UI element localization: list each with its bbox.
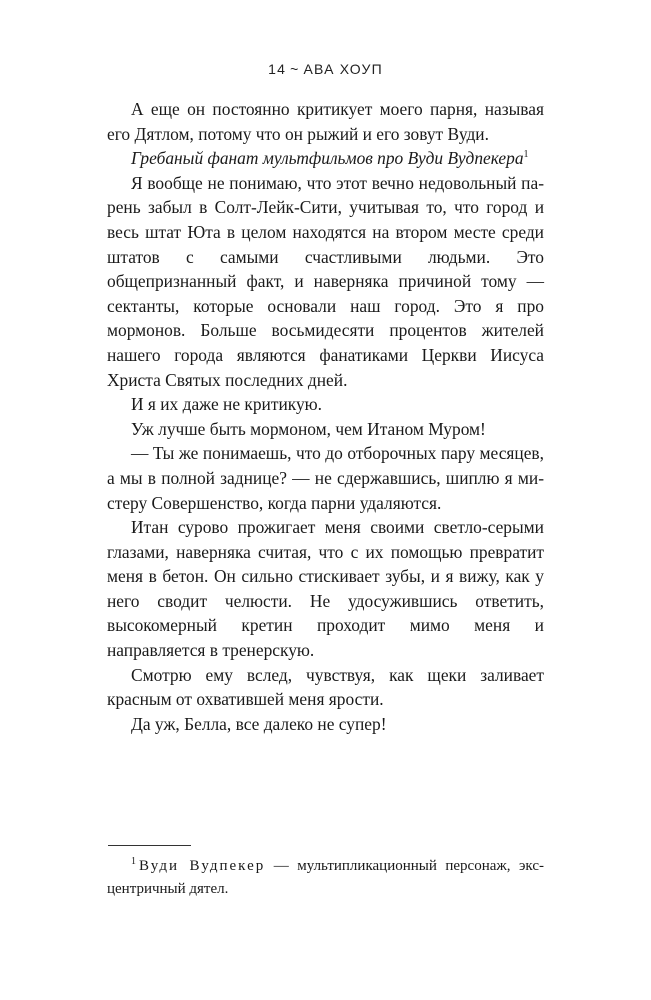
author-name: АВА ХОУП <box>303 61 383 77</box>
footnote-divider <box>108 845 191 846</box>
page-number: 14 <box>268 61 287 77</box>
paragraph: Да уж, Белла, все далеко не супер! <box>131 713 387 734</box>
paragraph: Смотрю ему вслед, чувствуя, как щеки заливает красным от охватившей меня ярости. <box>107 664 544 710</box>
footnote <box>107 855 544 900</box>
paragraph: Я вообще не понимаю, что этот вечно недовольный парень забыл в Солт-Лейк-Сити, учитывая то, что город и весь штат Юта в целом находятся на втором месте среди штатов с самыми счастливыми людьми. Это общепризнанный факт, и наверняка причиной тому — сектанты, которые основали наш город. Это я про мормонов. Больше восьмидесяти процентов жителей нашего города являются фанатиками Церкви Иисуса Христа Святых последних дней. <box>107 172 544 390</box>
paragraph-italic-text: Гребаный фанат мультфильмов про Вуди Вудпекера <box>131 148 524 169</box>
paragraph: А еще он постоянно критикует моего парня, называя его Дятлом, потому что он рыжий и его зовут Вуди. <box>107 99 544 144</box>
running-head <box>0 61 651 77</box>
paragraph: Итан сурово прожигает меня своими светло-серыми глазами, наверняка считая, что с их помощью превратит меня в бетон. Он сильно стискивает зубы, и я вижу, как у него сводит челюсти. Не удосужившись ответить, высокомерный кретин проходит мимо меня и направляется в тренерскую. <box>107 517 544 661</box>
footnote-reference[interactable]: 1 <box>523 149 529 161</box>
paragraph-italic <box>107 146 544 171</box>
body-text <box>107 97 544 736</box>
paragraph: И я их даже не критикую. <box>131 394 322 415</box>
footnote-term: Вуди Вудпекер <box>139 858 266 874</box>
footnote-text: — мультипликационный персонаж, эксцентричный дятел. <box>107 858 544 897</box>
running-head-separator: ~ <box>290 61 300 77</box>
footnote-number: 1 <box>131 856 136 867</box>
paragraph: Уж лучше быть мормоном, чем Итаном Муром! <box>131 418 486 439</box>
paragraph: — Ты же понимаешь, что до отборочных пару месяцев, а мы в полной заднице? — не сдержавшись, шиплю я мистеру Совершенство, когда парни удаляются. <box>107 443 544 513</box>
